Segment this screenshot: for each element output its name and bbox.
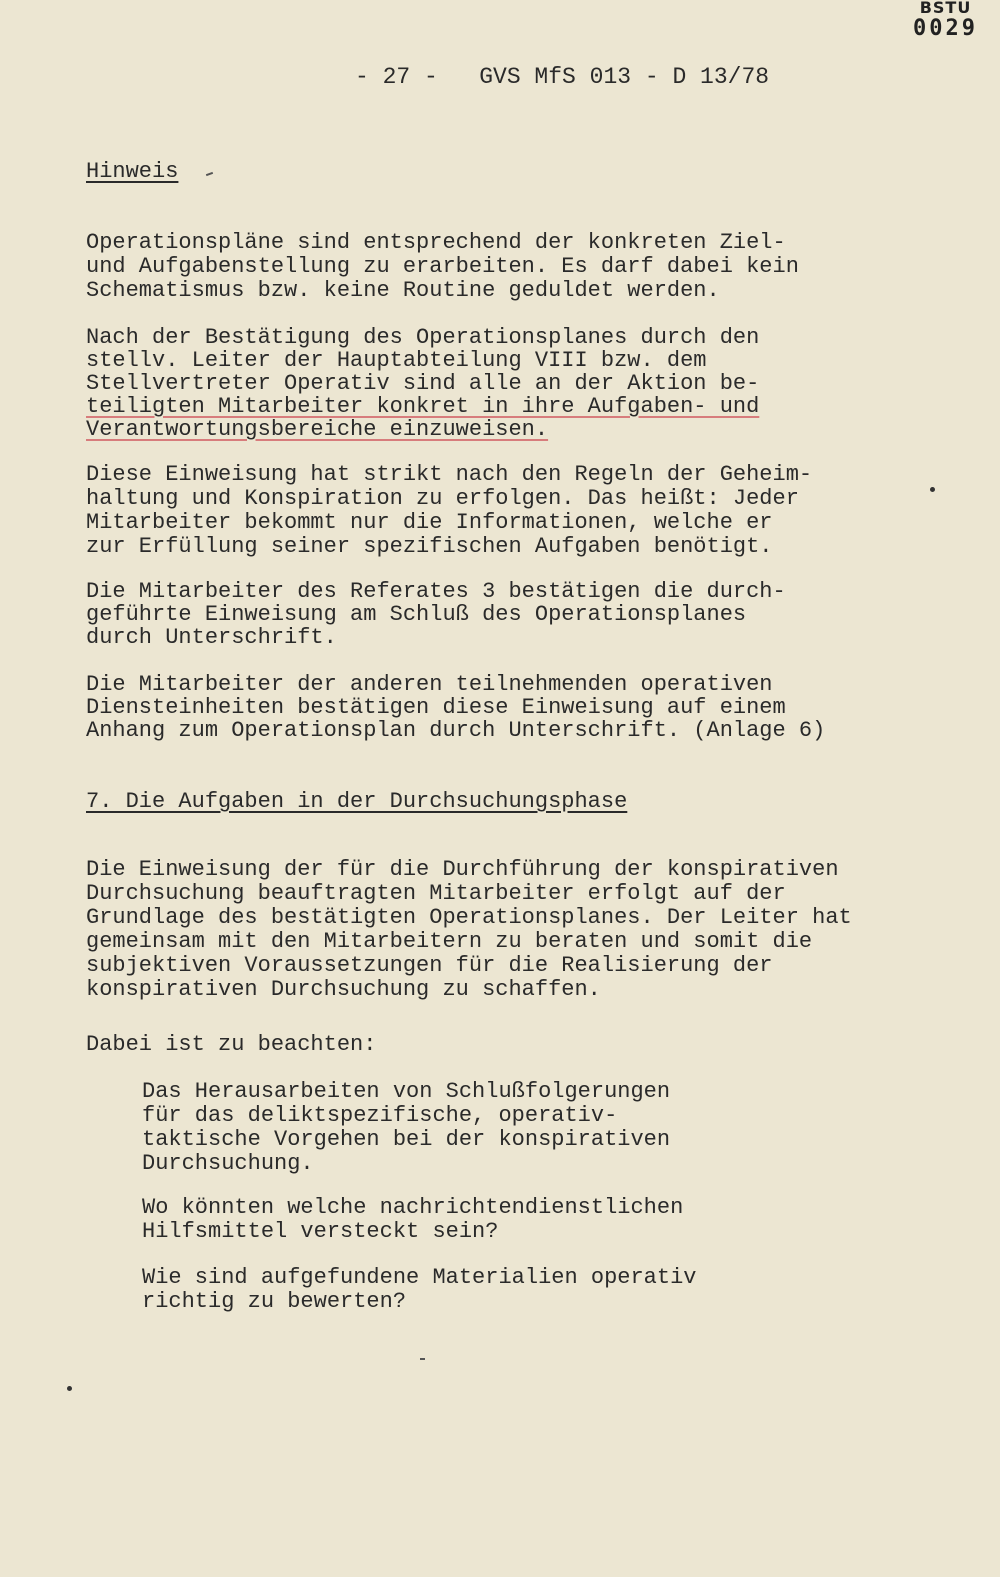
section-7-line: konspirativen Durchsuchung zu schaffen. [86, 977, 601, 1002]
stray-dot [67, 1386, 72, 1391]
paragraph-2-line: teiligten Mitarbeiter konkret in ihre Aufgaben- und [86, 394, 760, 419]
paragraph-3-line: haltung und Konspiration zu erfolgen. Das heißt: Jeder [86, 486, 799, 511]
paragraph-5-line: Diensteinheiten bestätigen diese Einweisung auf einem [86, 695, 786, 720]
stray-mark [420, 1358, 425, 1360]
paragraph-2-line: Stellvertreter Operativ sind alle an der Aktion be- [86, 371, 760, 396]
item-1-line: für das deliktspezifische, operativ- [142, 1103, 618, 1128]
paragraph-2-line: Verantwortungsbereiche einzuweisen. [86, 417, 549, 442]
item-1-line: taktische Vorgehen bei der konspirativen [142, 1127, 671, 1152]
item-2-line: Hilfsmittel versteckt sein? [142, 1219, 499, 1244]
paragraph-4-line: geführte Einweisung am Schluß des Operationsplanes [86, 602, 747, 627]
stamp-label: BSTU [919, 0, 972, 17]
section-7-intro: Dabei ist zu beachten: [86, 1032, 377, 1057]
paragraph-3-line: Diese Einweisung hat strikt nach den Regeln der Geheim- [86, 462, 813, 487]
section-7-line: subjektiven Voraussetzungen für die Realisierung der [86, 953, 773, 978]
paragraph-1-line: Operationspläne sind entsprechend der konkreten Ziel- [86, 230, 786, 255]
paragraph-3-line: Mitarbeiter bekommt nur die Informationen, welche er [86, 510, 773, 535]
paragraph-1-line: und Aufgabenstellung zu erarbeiten. Es darf dabei kein [86, 254, 799, 279]
item-3-line: richtig zu bewerten? [142, 1289, 407, 1314]
section-7-line: Durchsuchung beauftragten Mitarbeiter erfolgt auf der [86, 881, 786, 906]
section-7-line: Grundlage des bestätigten Operationsplanes. Der Leiter hat [86, 905, 852, 930]
paragraph-3-line: zur Erfüllung seiner spezifischen Aufgaben benötigt. [86, 534, 773, 559]
paragraph-5-line: Die Mitarbeiter der anderen teilnehmenden operativen [86, 672, 773, 697]
item-1-line: Durchsuchung. [142, 1151, 314, 1176]
section-7-title: 7. Die Aufgaben in der Durchsuchungsphase [86, 789, 628, 814]
page-header: - 27 - GVS MfS 013 - D 13/78 [355, 64, 770, 90]
paragraph-4-line: Die Mitarbeiter des Referates 3 bestätigen die durch- [86, 579, 786, 604]
pencil-mark [206, 172, 213, 176]
archive-stamp [913, 0, 978, 40]
item-1-line: Das Herausarbeiten von Schlußfolgerungen [142, 1079, 671, 1104]
stamp-number: 0029 [913, 16, 978, 41]
item-3-line: Wie sind aufgefundene Materialien operativ [142, 1265, 697, 1290]
section-7-line: gemeinsam mit den Mitarbeitern zu beraten und somit die [86, 929, 813, 954]
hint-title: Hinweis [86, 159, 179, 184]
section-7-line: Die Einweisung der für die Durchführung der konspirativen [86, 857, 839, 882]
item-2-line: Wo könnten welche nachrichtendienstlichen [142, 1195, 684, 1220]
paragraph-5-line: Anhang zum Operationsplan durch Unterschrift. (Anlage 6) [86, 718, 826, 743]
stray-dot [930, 487, 935, 492]
paragraph-2-line: Nach der Bestätigung des Operationsplanes durch den [86, 325, 760, 350]
paragraph-1-line: Schematismus bzw. keine Routine geduldet werden. [86, 278, 720, 303]
paragraph-2-line: stellv. Leiter der Hauptabteilung VIII bzw. dem [86, 348, 707, 373]
paragraph-4-line: durch Unterschrift. [86, 625, 337, 650]
